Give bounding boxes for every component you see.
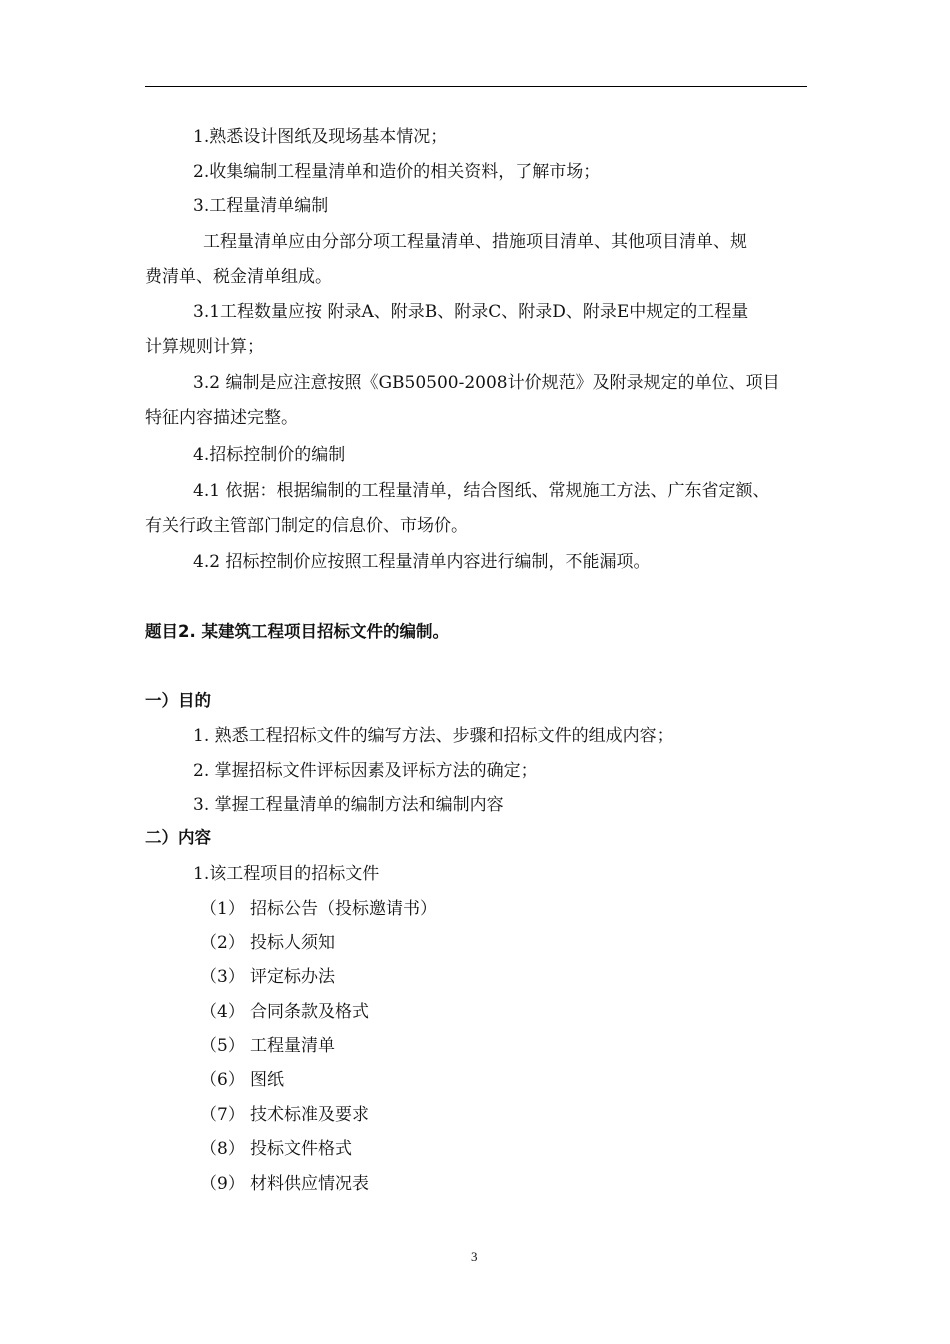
- doc-number: （4）: [200, 1002, 245, 1022]
- doc-number: （9）: [200, 1174, 245, 1194]
- doc-title: 评定标办法: [250, 967, 335, 987]
- doc-title: 投标文件格式: [250, 1139, 352, 1159]
- goal-item: 3. 掌握工程量清单的编制方法和编制内容: [193, 795, 504, 815]
- para-4-1-line2: 有关行政主管部门制定的信息价、市场价。: [145, 516, 468, 536]
- para-3-1-line2: 计算规则计算；: [145, 337, 264, 357]
- header-rule: [145, 86, 807, 87]
- content-item: 1.该工程项目的招标文件: [193, 864, 380, 884]
- doc-number: （3）: [200, 967, 245, 987]
- para-3-2-line1: 3.2 编制是应注意按照《GB50500-2008计价规范》及附录规定的单位、项目: [193, 373, 780, 393]
- doc-title: 工程量清单: [250, 1036, 335, 1056]
- doc-number: （1）: [200, 899, 245, 919]
- step-3: 3.工程量清单编制: [193, 196, 329, 216]
- step-1: 1.熟悉设计图纸及现场基本情况；: [193, 127, 448, 147]
- doc-title: 投标人须知: [250, 933, 335, 953]
- para-4-1-line1: 4.1 依据：根据编制的工程量清单，结合图纸、常规施工方法、广东省定额、: [193, 481, 770, 501]
- section-content-heading: 二）内容: [145, 828, 211, 847]
- doc-title: 招标公告（投标邀请书）: [250, 899, 437, 919]
- doc-title: 技术标准及要求: [250, 1105, 369, 1125]
- step-2: 2.收集编制工程量清单和造价的相关资料，了解市场；: [193, 162, 601, 182]
- doc-title: 图纸: [250, 1070, 284, 1090]
- para-3-1-line1: 3.1工程数量应按 附录A、附录B、附录C、附录D、附录E中规定的工程量: [193, 302, 749, 322]
- goal-item: 2. 掌握招标文件评标因素及评标方法的确定；: [193, 761, 538, 781]
- doc-number: （8）: [200, 1139, 245, 1159]
- doc-title: 材料供应情况表: [250, 1174, 369, 1194]
- doc-number: （6）: [200, 1070, 245, 1090]
- para-bill-line2: 费清单、税金清单组成。: [145, 267, 332, 287]
- topic-2-title: 题目2. 某建筑工程项目招标文件的编制。: [145, 622, 449, 641]
- step-4: 4.招标控制价的编制: [193, 445, 346, 465]
- doc-number: （7）: [200, 1105, 245, 1125]
- doc-number: （5）: [200, 1036, 245, 1056]
- doc-number: （2）: [200, 933, 245, 953]
- goal-item: 1. 熟悉工程招标文件的编写方法、步骤和招标文件的组成内容；: [193, 726, 674, 746]
- doc-title: 合同条款及格式: [250, 1002, 369, 1022]
- section-purpose-heading: 一）目的: [145, 691, 211, 710]
- para-bill-line1: 工程量清单应由分部分项工程量清单、措施项目清单、其他项目清单、规: [203, 232, 747, 252]
- page-number: 3: [471, 1249, 478, 1264]
- para-3-2-line2: 特征内容描述完整。: [145, 408, 298, 428]
- para-4-2: 4.2 招标控制价应按照工程量清单内容进行编制，不能漏项。: [193, 552, 651, 572]
